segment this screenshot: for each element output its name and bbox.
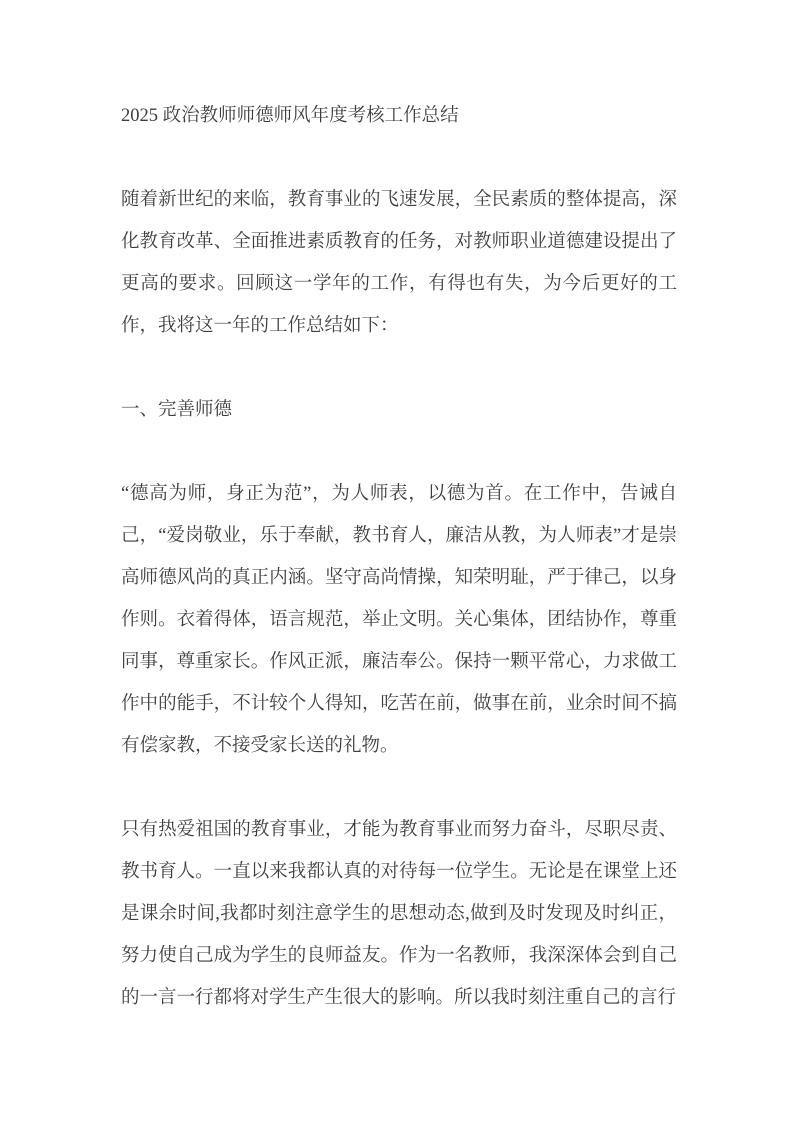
section-1-heading: 一、完善师德 xyxy=(121,400,233,420)
document-title: 2025 政治教师师德师风年度考核工作总结 xyxy=(121,106,459,126)
document-body xyxy=(121,95,677,1019)
intro-paragraph: 随着新世纪的来临，教育事业的飞速发展，全民素质的整体提高，深化教育改革、全面推进素质教育的任务，对教师职业道德建设提出了更高的要求。回顾这一学年的工作，有得也有失，为今后更好的工作，我将这一年的工作总结如下： xyxy=(121,190,677,336)
section-1-paragraph-ethics: “德高为师，身正为范”，为人师表，以德为首。在工作中，告诫自己，“爱岗敬业，乐于奉献，教书育人，廉洁从教，为人师表”才是崇高师德风尚的真正内涵。坚守高尚情操，知荣明耻，严于律己，以身作则。衣着得体，语言规范，举止文明。关心集体，团结协作，尊重同事，尊重家长。作风正派，廉洁奉公。保持一颗平常心，力求做工作中的能手，不计较个人得知，吃苦在前，做事在前，业余时间不搞有偿家教，不接受家长送的礼物。 xyxy=(121,484,677,756)
section-1-paragraph-dedication: 只有热爱祖国的教育事业，才能为教育事业而努力奋斗，尽职尽责、教书育人。一直以来我都认真的对待每一位学生。无论是在课堂上还是课余时间,我都时刻注意学生的思想动态,做到及时发现及时纠正，努力使自己成为学生的良师益友。作为一名教师，我深深体会到自己的一言一行都将对学生产生很大的影响。所以我时刻注重自己的言行 xyxy=(121,820,677,1008)
